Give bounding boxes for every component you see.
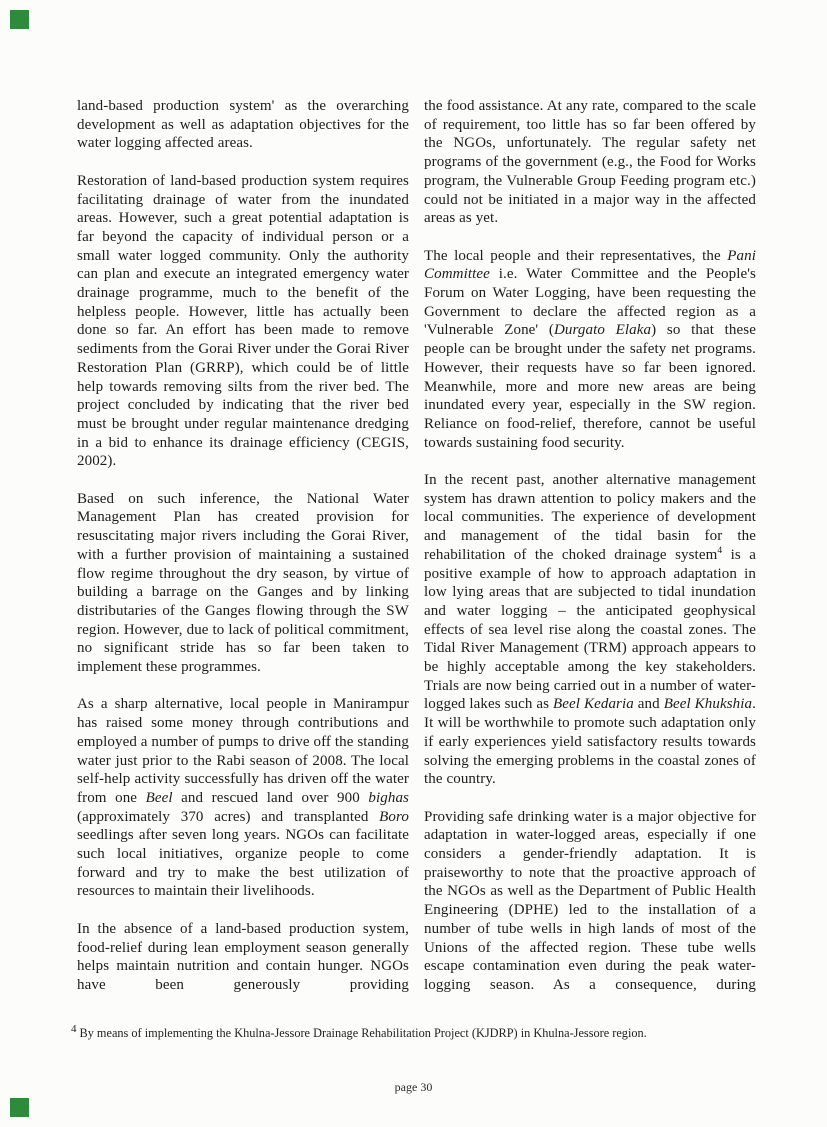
text-column-right (424, 97, 756, 995)
text-column-left (77, 97, 409, 995)
footnote-marker: 4 (71, 1022, 77, 1035)
corner-mark-top-left (10, 10, 29, 29)
paragraph: land-based production system' as the overarching development as well as adaptation objectives for the water logging affected areas. (77, 98, 409, 152)
paragraph: Based on such inference, the National Water Management Plan has created provision for resuscitating major rivers including the Gorai River, with a further provision of maintaining a sustained flow regime throughout the dry season, by virtue of building a barrage on the Ganges and by linking distributaries of the Ganges flowing through the SW region. However, due to lack of political commitment, no significant stride has so far been taken to implement these programmes. (77, 490, 409, 676)
paragraph: Providing safe drinking water is a major objective for adaptation in water-logged areas, especially if one considers a gender-friendly adaptation. It is praiseworthy to note that the proactive approach of the NGOs as well as the Department of Public Health Engineering (DPHE) led to the installation of a number of tube wells in high lands of most of the Unions of the affected region. These tube wells escape contamination even during the peak water-logging season. As a consequence, during (424, 808, 756, 993)
footnote (71, 1022, 771, 1041)
footnote-text: By means of implementing the Khulna-Jessore Drainage Rehabilitation Project (KJDRP) in Khulna-Jessore region. (79, 1026, 647, 1040)
paragraph: The local people and their representatives, the Pani Committee i.e. Water Committee and the People's Forum on Water Logging, have been requesting the Government to declare the affected region as a 'Vulnerable Zone' (Durgato Elaka) so that these people can be brought under the safety net programs. However, their requests have so far been ignored. Meanwhile, more and more new areas are being inundated every year, especially in the SW region. Reliance on food-relief, therefore, cannot be useful towards sustaining food security. (424, 247, 756, 451)
corner-mark-bottom-left (10, 1098, 29, 1117)
page-number: page 30 (394, 1080, 433, 1094)
paragraph: In the recent past, another alternative management system has drawn attention to policy makers and the local communities. The experience of development and management of the tidal basin for the rehabilitation of the choked drainage system$^4$ is a positive example of how to approach adaptation in low lying areas that are subjected to tidal inundation and water logging – the anticipated geophysical effects of sea level rise along the coastal zones. The Tidal River Management (TRM) approach appears to be highly acceptable among the key stakeholders. Trials are now being carried out in a number of water-logged lakes such as Beel Kedaria and Beel Khukshia. It will be worthwhile to promote such adaptation only if early experiences yield satisfactory results towards solving the emerging problems in the coastal zones of the country. (424, 472, 756, 788)
paragraph: In the absence of a land-based production system, food-relief during lean employment season generally helps maintain nutrition and contain hunger. NGOs have been generously providing (77, 920, 409, 993)
paragraph: the food assistance. At any rate, compared to the scale of requirement, too little has so far been offered by the NGOs, unfortunately. The regular safety net programs of the government (e.g., the Food for Works program, the Vulnerable Group Feeding program etc.) could not be initiated in a major way in the affected areas as yet. (424, 98, 756, 227)
paragraph: Restoration of land-based production system requires facilitating drainage of water from the inundated areas. However, such a great potential adaptation is far beyond the capacity of individual person or a small water logged community. Only the authority can plan and execute an integrated emergency water drainage programme, much to the benefit of the helpless people. However, little has actually been done so far. An effort has been made to remove sediments from the Gorai River under the Gorai River Restoration Plan (GRRP), which could be of little help towards removing silts from the river bed. The project concluded by indicating that the river bed must be brought under regular maintenance dredging in a bid to enhance its drainage efficiency (CEGIS, 2002). (77, 172, 409, 470)
paragraph: As a sharp alternative, local people in Manirampur has raised some money through contributions and employed a number of pumps to drive off the standing water just prior to the Rabi season of 2008. The local self-help activity successfully has driven off the water from one Beel and rescued land over 900 bighas (approximately 370 acres) and transplanted Boro seedlings after seven long years. NGOs can facilitate such local initiatives, organize people to come forward and try to make the best utilization of resources to maintain their livelihoods. (77, 696, 409, 900)
two-column-text-body (77, 97, 756, 995)
